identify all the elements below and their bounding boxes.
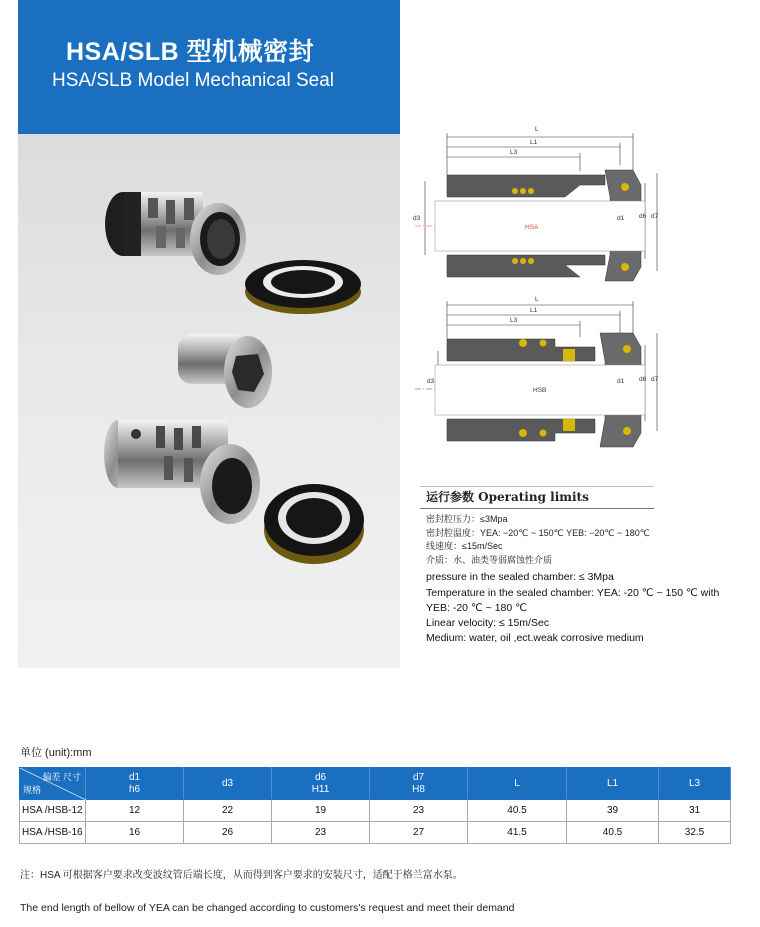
hsa-dim-d3: d3 [413, 215, 421, 222]
table-cell: 40.5 [468, 800, 567, 822]
col-header-d6: d6 H11 [272, 768, 370, 800]
title-cn: HSA/SLB 型机械密封 [66, 38, 315, 66]
hsa-axis-label: HSA [525, 224, 539, 231]
table-cell: 31 [659, 800, 731, 822]
unit-label: 单位 (unit):mm [20, 747, 92, 759]
hsa-dim-l: L [535, 126, 539, 133]
table-cell: 40.5 [567, 822, 659, 844]
table-cell: 23 [370, 800, 468, 822]
hsb-dim-d7: d7 [651, 376, 659, 383]
col-header-l: L [468, 768, 567, 800]
product-photo [18, 134, 400, 668]
hsb-dim-d3: d3 [427, 378, 435, 385]
hsb-seat-ring [264, 484, 364, 564]
dimension-table [19, 767, 731, 844]
hsa-seat-ring [245, 260, 361, 314]
hsb-dim-l: L [535, 296, 539, 303]
col-header-l3: L3 [659, 768, 731, 800]
note-english: The end length of bellow of YEA can be changed according to customers's request and meet their demand [20, 902, 515, 914]
ops-rule [420, 508, 654, 509]
table-corner-cell [20, 768, 86, 800]
operating-limits-title: 运行参数 Operating limits [426, 490, 589, 504]
hsa-dim-d6: d6 [639, 213, 647, 220]
note-chinese: 注：HSA 可根据客户要求改变波纹管后端长度，从而得到客户要求的安装尺寸，适配于格兰富水泵。 [20, 870, 463, 881]
hsb-dim-l3: L3 [510, 317, 518, 324]
col-header-d1: d1 h6 [86, 768, 184, 800]
col-header-d7: d7 H8 [370, 768, 468, 800]
ops-en-medium: Medium: water, oil ,ect.weak corrosive medium [426, 632, 644, 645]
table-cell: 32.5 [659, 822, 731, 844]
hsa-section-drawing [413, 126, 659, 281]
hsa-dim-l1: L1 [530, 139, 538, 146]
ops-cn-velocity: 线速度：≤15m/Sec [426, 541, 503, 552]
table-row [20, 800, 731, 822]
col-header-l1: L1 [567, 768, 659, 800]
table-cell: 27 [370, 822, 468, 844]
corner-label-top: 偏差 尺寸 [42, 772, 81, 782]
seal-components-illustration [18, 134, 400, 668]
hsb-section-drawing [415, 296, 659, 447]
title-en: HSA/SLB Model Mechanical Seal [52, 70, 334, 91]
hsb-axis-label: HSB [533, 387, 547, 394]
ops-cn-medium: 介质：水、油类等弱腐蚀性介质 [426, 554, 553, 565]
col-header-d3: d3 [184, 768, 272, 800]
corner-label-bottom: 规格 [23, 785, 42, 795]
operating-limits [426, 513, 756, 646]
hsa-dim-l3: L3 [510, 149, 518, 156]
ops-cn-temperature: 密封腔温度：YEA: −20℃ ~ 150℃ YEB: −20℃ ~ 180℃ [426, 527, 650, 538]
table-cell: 22 [184, 800, 272, 822]
hsa-rotating-unit [105, 192, 246, 275]
table-cell: 41.5 [468, 822, 567, 844]
section-drawing [405, 125, 670, 460]
table-cell: 39 [567, 800, 659, 822]
ops-rule-top [420, 486, 654, 487]
hsb-rotating-unit [104, 420, 260, 524]
hsb-dim-d6: d6 [639, 376, 647, 383]
table-cell-model: HSA /HSB-12 [20, 800, 86, 822]
hsa-dim-d7: d7 [651, 213, 659, 220]
title-banner [18, 0, 400, 134]
table-cell: 19 [272, 800, 370, 822]
table-header-row [20, 768, 731, 800]
ops-en-pressure: pressure in the sealed chamber: ≤ 3Mpa [426, 571, 614, 584]
drive-ring [178, 334, 272, 408]
table-cell-model: HSA /HSB-16 [20, 822, 86, 844]
ops-en-temperature-yeb: YEB: -20 ℃ ~ 180 ℃ [426, 601, 527, 614]
table-row [20, 822, 731, 844]
table-cell: 23 [272, 822, 370, 844]
hsa-dim-d1: d1 [617, 215, 625, 222]
ops-cn-pressure: 密封腔压力：≤3Mpa [426, 514, 508, 524]
ops-en-temperature: Temperature in the sealed chamber: YEA: -20 ℃ ~ 150 ℃ with [426, 586, 720, 599]
table-cell: 16 [86, 822, 184, 844]
hsb-dim-l1: L1 [530, 307, 538, 314]
ops-en-velocity: Linear velocity: ≤ 15m/Sec [426, 616, 550, 629]
table-cell: 12 [86, 800, 184, 822]
table-cell: 26 [184, 822, 272, 844]
hsb-dim-d1: d1 [617, 378, 625, 385]
